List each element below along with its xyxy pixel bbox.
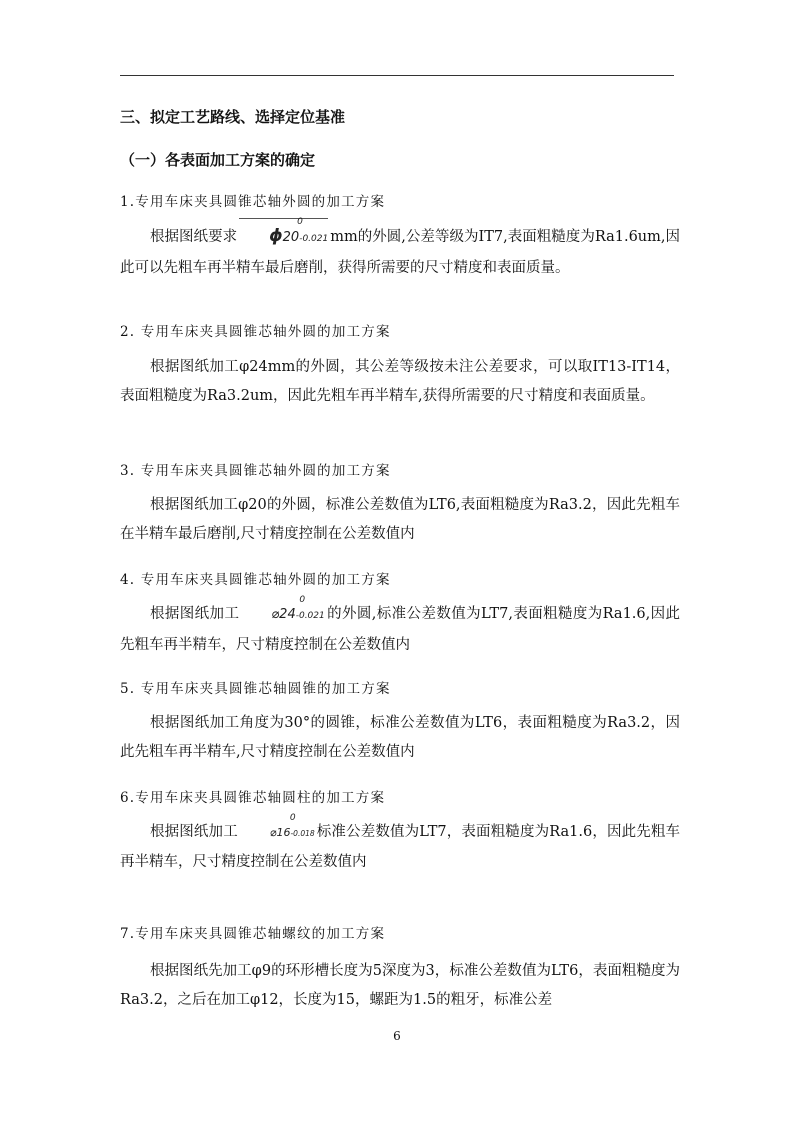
tolerance-upper: 0 xyxy=(297,217,303,227)
section-heading: 三、拟定工艺路线、选择定位基准 xyxy=(120,108,346,126)
tolerance-phi16 xyxy=(240,813,315,848)
item-1-title: 1.专用车床夹具圆锥芯轴外圆的加工方案 xyxy=(120,194,386,210)
item-3-paragraph: 根据图纸加工φ20的外圆，标准公差数值为LT6,表面粗糙度为Ra3.2，因此先粗车在半精车最后磨削,尺寸精度控制在公差数值内 xyxy=(120,497,680,542)
item-6-text-pre: 根据图纸加工 xyxy=(150,824,238,840)
item-4-text-pre: 根据图纸加工 xyxy=(150,606,240,622)
item-7-title: 7.专用车床夹具圆锥芯轴螺纹的加工方案 xyxy=(120,926,386,942)
item-4-paragraph xyxy=(120,595,681,660)
item-2-title: 2. 专用车床夹具圆锥芯轴外圆的加工方案 xyxy=(120,324,391,340)
page-number: 6 xyxy=(393,1029,401,1043)
item-1-text-pre: 根据图纸要求 xyxy=(150,229,238,245)
item-6-text-post: 标准公差数值为LT7，表面粗糙度为Ra1.6，因此先粗车再半精车，尺寸精度控制在公差数值内 xyxy=(120,824,681,870)
item-4-text-post: 的外圆,标准公差数值为LT7,表面粗糙度为Ra1.6,因此先粗车再半精车，尺寸精度控制在公差数值内 xyxy=(120,606,681,653)
subsection-heading: （一）各表面加工方案的确定 xyxy=(120,151,316,169)
tolerance-lower: -0.021 xyxy=(295,611,325,621)
item-7-paragraph: 根据图纸先加工φ9的环形槽长度为5深度为3，标准公差数值为LT6，表面粗糙度为Ra3.2，之后在加工φ12，长度为15，螺距为1.5的粗牙，标准公差 xyxy=(120,963,680,1008)
tolerance-lower: -0.021 xyxy=(299,234,329,244)
item-2-paragraph: 根据图纸加工φ24mm的外圆，其公差等级按未注公差要求，可以取IT13-IT14，表面粗糙度为Ra3.2um，因此先粗车再半精车,获得所需要的尺寸精度和表面质量。 xyxy=(120,359,680,404)
tolerance-lower: -0.018 xyxy=(290,829,315,838)
tolerance-base: ⌀16 xyxy=(269,826,291,839)
item-6-title: 6.专用车床夹具圆锥芯轴圆柱的加工方案 xyxy=(120,790,386,806)
tolerance-phi20 xyxy=(239,217,329,254)
tolerance-phi24 xyxy=(241,595,325,631)
item-5-paragraph: 根据图纸加工角度为30°的圆锥，标准公差数值为LT6，表面粗糙度为Ra3.2，因此先粗车再半精车,尺寸精度控制在公差数值内 xyxy=(120,715,680,760)
tolerance-upper: 0 xyxy=(299,595,306,605)
header-rule xyxy=(120,75,674,76)
item-1-text-post: mm的外圆,公差等级为IT7,表面粗糙度为Ra1.6um,因此可以先粗车再半精车最后磨削，获得所需要的尺寸精度和表面质量。 xyxy=(120,229,681,276)
item-4-title: 4. 专用车床夹具圆锥芯轴外圆的加工方案 xyxy=(120,572,391,588)
item-3-title: 3. 专用车床夹具圆锥芯轴外圆的加工方案 xyxy=(120,463,391,479)
tolerance-upper: 0 xyxy=(289,813,296,823)
item-5-title: 5. 专用车床夹具圆锥芯轴圆锥的加工方案 xyxy=(120,681,391,697)
item-1-paragraph xyxy=(120,217,681,283)
item-6-paragraph xyxy=(120,813,681,877)
tolerance-base: 20 xyxy=(282,230,300,245)
tolerance-base: ⌀24 xyxy=(271,607,296,622)
phi-symbol-icon: ϕ xyxy=(269,226,283,246)
